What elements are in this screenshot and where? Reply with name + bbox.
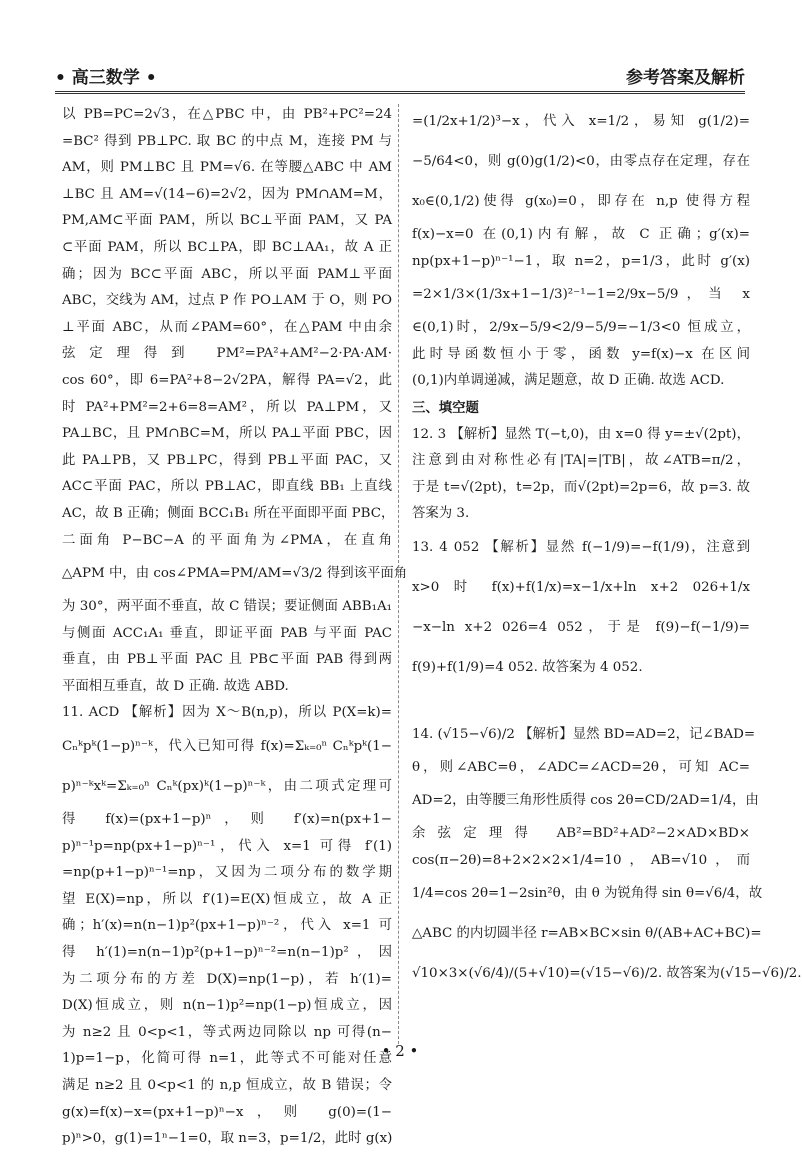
text-line: −x−ln x+2 026=4 052，于是 f(9)−f(−1/9)= [412, 619, 750, 635]
page-header [55, 60, 745, 88]
text-line: 1/4=cos 2θ=1−2sin²θ，由 θ 为锐角得 sin θ=√6/4，故 [412, 886, 763, 902]
text-line: 满足 n≥2 且 0<p<1 的 n,p 恒成立，故 B 错误；令 [62, 1078, 392, 1093]
text-line: f(x)−x=0 在(0,1)内有解，故 C 正确；g′(x)= [412, 227, 750, 242]
text-line: p)ⁿ>0，g(1)=1ⁿ−1=0，取 n=3，p=1/2，此时 g(x) [62, 1131, 393, 1147]
text-line: 确；h′(x)=n(n−1)p²(px+1−p)ⁿ⁻²，代入 x=1 可 [62, 918, 392, 934]
text-line: 答案为 3. [412, 506, 470, 522]
text-line: θ，则∠ABC=θ，∠ADC=∠ACD=2θ，可知 AC= [412, 759, 750, 775]
column-divider [398, 104, 399, 1044]
text-line: g(x)=f(x)−x=(px+1−p)ⁿ−x，则 g(0)=(1− [62, 1104, 392, 1120]
text-line: 1)p=1−p，化简可得 n=1，此等式不可能对任意 [62, 1051, 392, 1067]
text-line: −5/64<0，则 g(0)g(1/2)<0，由零点存在定理，存在 [412, 154, 750, 169]
text-line: ⊂平面 PAM，所以 BC⊥PA，即 BC⊥AA₁，故 A 正 [62, 239, 392, 255]
text-line: ⊥BC 且 AM=√(14−6)=2√2，因为 PM∩AM=M， [62, 186, 392, 202]
text-line: 与侧面 ACC₁A₁ 垂直，即证平面 PAB 与平面 PAC [62, 625, 392, 641]
text-line: △APM 中，由 cos∠PMA=PM/AM=√3/2 得到该平面角 [62, 566, 408, 582]
text-line: 得 f(x)=(px+1−p)ⁿ，则 f′(x)=n(px+1− [62, 812, 392, 828]
left-column [62, 102, 408, 1153]
text-line: √10×3×(√6/4)/(5+√10)=(√15−√6)/2. 故答案为(√15−√6)/2. [412, 966, 802, 982]
section-title: 参考答案及解析 [626, 68, 745, 88]
text-line: 时 PA²+PM²=2+6=8=AM²，所以 PA⊥PM，又 [62, 399, 392, 415]
text-line: 以 PB=PC=2√3，在△PBC 中，由 PB²+PC²=24 [62, 107, 392, 122]
text-line: PM,AM⊂平面 PAM，所以 BC⊥平面 PAM，又 PA [62, 213, 392, 229]
text-line: Cₙᵏpᵏ(1−p)ⁿ⁻ᵏ，代入已知可得 f(x)=Σₖ₌₀ⁿ Cₙᵏpᵏ(1− [62, 739, 392, 755]
text-line: ⊥平面 ABC，从而∠PAM=60°，在△PAM 中由余 [62, 319, 392, 335]
section-heading: 三、填空题 [412, 399, 479, 416]
text-line: 望 E(X)=np，所以 f′(1)=E(X)恒成立，故 A 正 [62, 891, 392, 907]
text-line: x₀∈(0,1/2)使得 g(x₀)=0，即存在 n,p 使得方程 [412, 194, 750, 209]
text-line: PA⊥BC，且 PM∩BC=M，所以 PA⊥平面 PBC，因 [62, 426, 392, 442]
subject-title: • 高三数学 • [55, 68, 157, 88]
text-line: AC，故 B 正确；侧面 BCC₁B₁ 所在平面即平面 PBC， [62, 505, 395, 521]
text-line: p)ⁿ⁻¹p=np(px+1−p)ⁿ⁻¹，代入 x=1 可得 f′(1) [62, 838, 392, 854]
text-line: AC⊂平面 PAC，所以 PB⊥AC，即直线 BB₁ 上直线 [62, 479, 392, 495]
text-line: =(1/2x+1/2)³−x，代入 x=1/2，易知 g(1/2)= [412, 114, 750, 129]
text-line: ∈(0,1)时，2/9x−5/9<2/9−5/9=−1/3<0 恒成立， [412, 320, 750, 336]
text-line: 得 h′(1)=n(n−1)p²(p+1−p)ⁿ⁻²=n(n−1)p²，因 [62, 945, 392, 961]
text-line: (0,1)内单调递减，满足题意，故 D 正确. 故选 ACD. [412, 373, 725, 389]
text-line: =np(p+1−p)ⁿ⁻¹=np，又因为二项分布的数学期 [62, 865, 392, 881]
text-line: 垂直，由 PB⊥平面 PAC 且 PB⊂平面 PAB 得到两 [62, 652, 392, 668]
text-line: =2×1/3×(1/3x+1−1/3)²⁻¹−1=2/9x−5/9，当 x [412, 287, 750, 303]
text-line: 此 PA⊥PB，又 PB⊥PC，得到 PB⊥平面 PAC，又 [62, 452, 392, 468]
text-line: 余弦定理得 AB²=BD²+AD²−2×AD×BD× [412, 826, 750, 842]
text-line: D(X)恒成立，则 n(n−1)p²=np(1−p)恒成立，因 [62, 998, 392, 1014]
text-line: 此时导函数恒小于零，函数 y=f(x)−x 在区间 [412, 346, 750, 362]
right-column [412, 102, 802, 994]
page-number: • 2 • [381, 1042, 419, 1060]
answer-12-heading: 12. 3 【解析】显然 T(−t,0)，由 x=0 得 y=±√(2pt)， [412, 426, 750, 442]
text-line: cos(π−2θ)=8+2×2×2×1/4=10，AB=√10，而 [412, 852, 750, 868]
text-line: cos 60°，即 6=PA²+8−2√2PA，解得 PA=√2，此 [62, 372, 392, 388]
text-line: x>0 时 f(x)+f(1/x)=x−1/x+ln x+2 026+1/x [412, 579, 750, 595]
text-line: △ABC 的内切圆半径 r=AB×BC×sin θ/(AB+AC+BC)= [412, 926, 762, 942]
text-line: AD=2，由等腰三角形性质得 cos 2θ=CD/2AD=1/4，由 [412, 793, 759, 809]
text-line: 平面相互垂直，故 D 正确. 故选 ABD. [62, 678, 289, 694]
text-line: 注意到由对称性必有|TA|=|TB|，故∠ATB=π/2， [412, 453, 750, 469]
text-line: AM，则 PM⊥BC 且 PM=√6. 在等腰△ABC 中 AM [62, 160, 392, 176]
text-line: 二面角 P−BC−A 的平面角为∠PMA，在直角 [62, 532, 392, 548]
text-line: 为二项分布的方差 D(X)=np(1−p)，若 h′(1)= [62, 971, 392, 987]
answer-11-heading: 11. ACD 【解析】因为 X～B(n,p)，所以 P(X=k)= [62, 705, 392, 721]
text-line: ABC，交线为 AM，过点 P 作 PO⊥AM 于 O，则 PO [62, 293, 392, 309]
text-line: 确；因为 BC⊂平面 ABC，所以平面 PAM⊥平面 [62, 266, 392, 282]
header-rule [55, 91, 745, 97]
text-line: 为 30°，两平面不垂直，故 C 错误；要证侧面 ABB₁A₁ [62, 599, 392, 615]
text-line: =BC² 得到 PB⊥PC. 取 BC 的中点 M，连接 PM 与 [62, 133, 392, 149]
text-line: 为 n≥2 且 0<p<1，等式两边同除以 np 可得(n− [62, 1024, 392, 1040]
text-line: np(px+1−p)ⁿ⁻¹−1，取 n=2，p=1/3，此时 g′(x) [412, 253, 750, 269]
answer-14-heading: 14. (√15−√6)/2 【解析】显然 BD=AD=2，记∠BAD= [412, 726, 756, 742]
text-line: 弦定理得到 PM²=PA²+AM²−2·PA·AM· [62, 346, 392, 362]
text-line: p)ⁿ⁻ᵏxᵏ=Σₖ₌₀ⁿ Cₙᵏ(px)ᵏ(1−p)ⁿ⁻ᵏ，由二项式定理可 [62, 779, 392, 795]
text-line: f(9)+f(1/9)=4 052. 故答案为 4 052. [412, 659, 643, 675]
text-line: 于是 t=√(2pt)，t=2p，而√(2pt)=2p=6，故 p=3. 故 [412, 479, 750, 495]
answer-13-heading: 13. 4 052 【解析】显然 f(−1/9)=−f(1/9)，注意到 [412, 539, 750, 555]
spacer [412, 688, 750, 715]
